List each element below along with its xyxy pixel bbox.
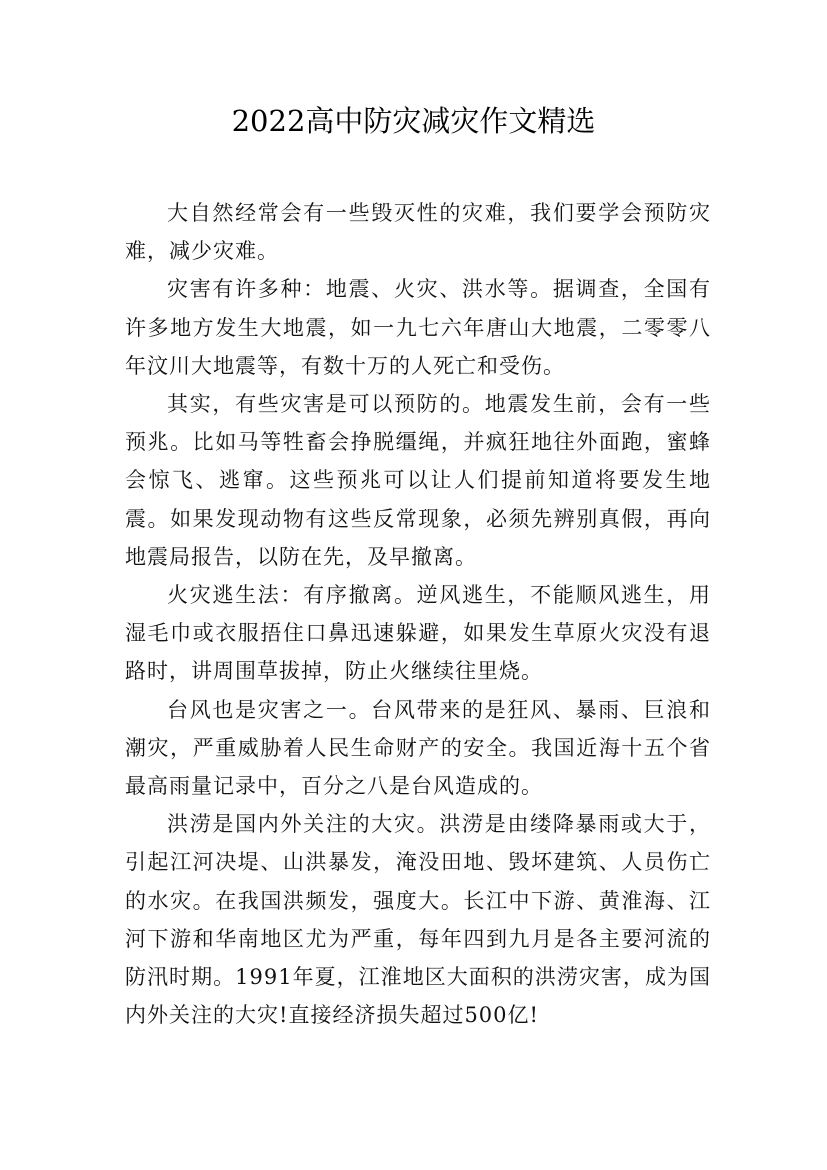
document-body	[125, 194, 711, 1034]
document-title: 2022高中防灾减灾作文精选	[231, 104, 596, 138]
paragraph-5: 台风也是灾害之一。台风带来的是狂风、暴雨、巨浪和潮灾，严重威胁着人民生命财产的安全。我国近海十五个省最高雨量记录中，百分之八是台风造成的。	[125, 697, 711, 799]
paragraph-3: 其实，有些灾害是可以预防的。地震发生前，会有一些预兆。比如马等牲畜会挣脱缰绳，并疯狂地往外面跑，蜜蜂会惊飞、逃窜。这些预兆可以让人们提前知道将要发生地震。如果发现动物有这些反常现象，必须先辨别真假，再向地震局报告，以防在先，及早撤离。	[125, 392, 711, 569]
paragraph-6: 洪涝是国内外关注的大灾。洪涝是由缕降暴雨或大于，引起江河决堤、山洪暴发，淹没田地、毁坏建筑、人员伤亡的水灾。在我国洪频发，强度大。长江中下游、黄淮海、江河下游和华南地区尤为严重，每年四到九月是各主要河流的防汛时期。1991年夏，江淮地区大面积的洪涝灾害，成为国内外关注的大灾!直接经济损失超过500亿!	[125, 812, 711, 1028]
paragraph-2: 灾害有许多种：地震、火灾、洪水等。据调查，全国有许多地方发生大地震，如一九七六年唐山大地震，二零零八年汶川大地震等，有数十万的人死亡和受伤。	[125, 277, 711, 378]
paragraph-1: 大自然经常会有一些毁灭性的灾难，我们要学会预防灾难，减少灾难。	[125, 201, 711, 264]
paragraph-4: 火灾逃生法：有序撤离。逆风逃生，不能顺风逃生，用湿毛巾或衣服捂住口鼻迅速躲避，如果发生草原火灾没有退路时，讲周围草拔掉，防止火继续往里烧。	[125, 583, 711, 684]
